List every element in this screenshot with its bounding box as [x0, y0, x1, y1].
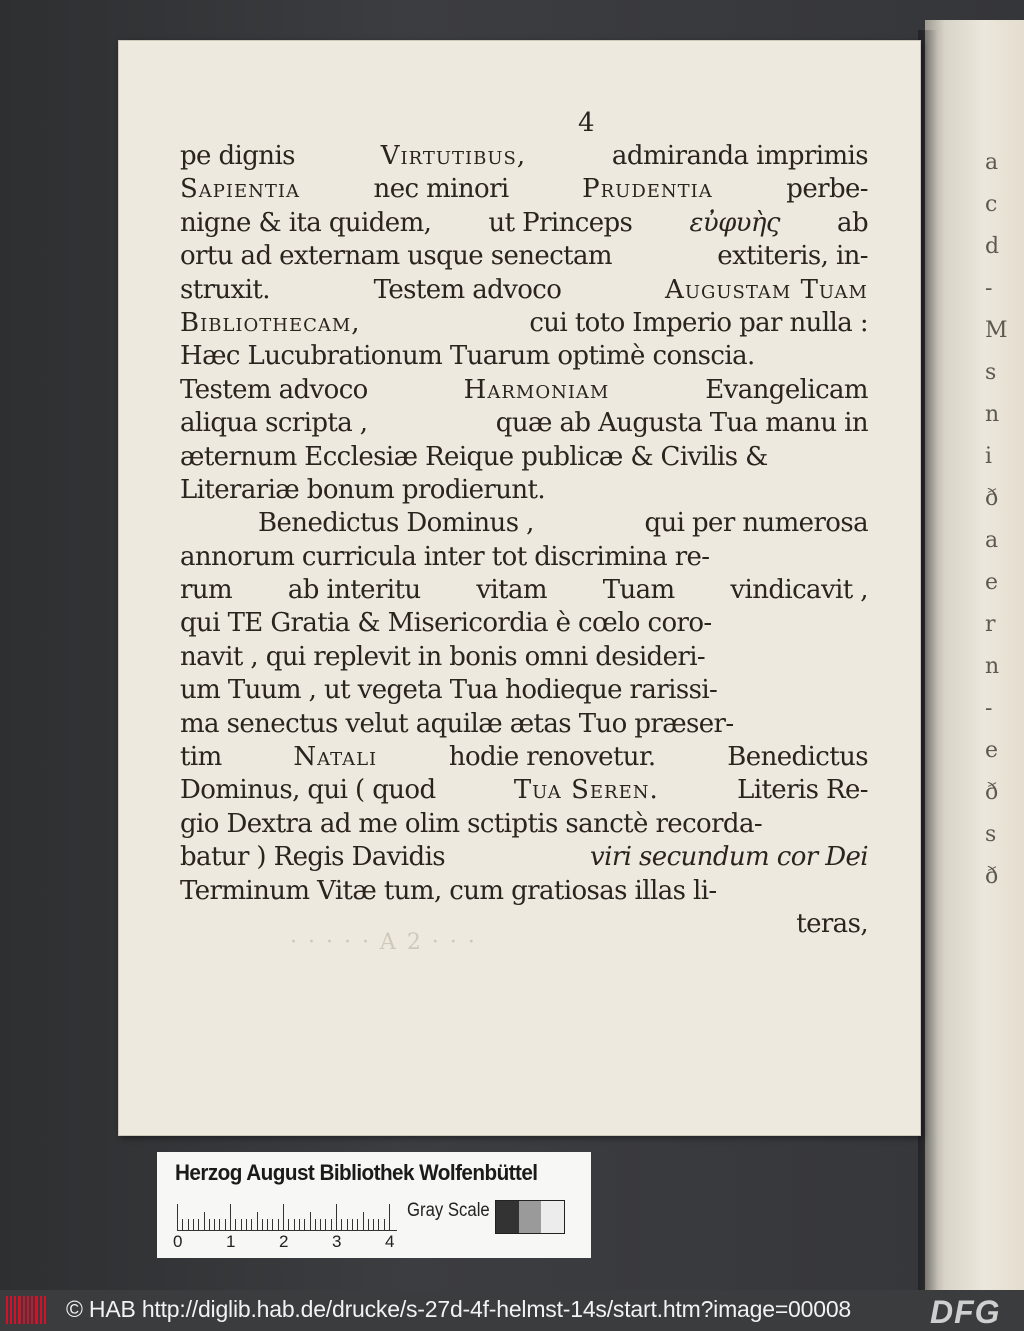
ruler-tick: [288, 1219, 289, 1230]
text-segment: nec minori: [373, 174, 509, 205]
text-segment: æternum Ecclesiæ Reique publicæ & Civilis &: [180, 441, 768, 472]
ruler-number: 1: [226, 1232, 236, 1251]
ruler-tick: [357, 1219, 358, 1230]
text-segment: pe dignis: [180, 141, 295, 171]
text-line: [180, 274, 868, 307]
ruler-tick: [336, 1204, 337, 1230]
text-segment: vitam: [476, 575, 547, 606]
ruler-tick: [272, 1219, 273, 1230]
text-segment: navit , qui replevit in bonis omni desideri-: [180, 641, 706, 672]
adjacent-page-fragment: e: [985, 570, 999, 595]
text-line: [180, 240, 868, 273]
ruler-tick: [214, 1219, 215, 1230]
ruler-tick: [363, 1212, 364, 1230]
adjacent-page-fragment: -: [985, 696, 993, 721]
text-segment: ma senectus velut aquilæ ætas Tuo præser-: [180, 708, 734, 739]
text-segment: qui per numerosa: [644, 508, 868, 539]
adjacent-page-fragment: d: [985, 234, 1000, 259]
text-segment: Tua Seren.: [513, 775, 659, 806]
text-line: [180, 774, 868, 807]
ruler-tick: [278, 1219, 279, 1230]
ruler-tick: [198, 1219, 199, 1230]
text-segment: um Tuum , ut vegeta Tua hodieque rarissi-: [180, 675, 718, 706]
text-segment: Benedictus: [727, 742, 868, 773]
adjacent-page-fragment: -: [985, 276, 993, 301]
text-segment: εὐφυὴς: [689, 207, 780, 238]
text-line: [180, 407, 868, 440]
text-segment: Testem advoco: [180, 374, 368, 405]
text-segment: annorum curricula inter tot discrimina re-: [180, 541, 710, 572]
ruler-tick: [230, 1204, 231, 1230]
text-line: [180, 541, 868, 574]
bleed-through-text: · · · · · A 2 · · ·: [290, 930, 477, 955]
text-segment: ut Princeps: [488, 207, 633, 238]
gray-scale-swatches: [495, 1200, 565, 1234]
adjacent-page-fragment: i: [985, 444, 993, 469]
ruler-tick: [315, 1219, 316, 1230]
text-line: [180, 507, 868, 540]
ruler-tick: [182, 1219, 183, 1230]
ruler-tick: [204, 1212, 205, 1230]
gray-swatch: [496, 1201, 519, 1233]
text-segment: struxit.: [180, 274, 270, 305]
ruler-tick: [331, 1219, 332, 1230]
ruler-tick: [299, 1219, 300, 1230]
text-segment: Terminum Vitæ tum, cum gratiosas illas li-: [180, 875, 717, 906]
text-segment: Sapientia: [180, 174, 301, 205]
ruler-tick: [193, 1219, 194, 1230]
adjacent-page-fragment: ð: [985, 780, 999, 805]
text-line: [180, 841, 868, 874]
text-segment: cui toto Imperio par nulla :: [529, 307, 868, 338]
ruler-tick: [246, 1219, 247, 1230]
adjacent-page-fragment: n: [985, 654, 1000, 679]
footer-bar: [0, 1290, 1024, 1331]
ruler-tick: [262, 1219, 263, 1230]
text-segment: Natali: [293, 742, 378, 773]
adjacent-page-fragment: s: [985, 822, 997, 847]
ruler-tick: [294, 1219, 295, 1230]
adjacent-page-fragment: a: [985, 150, 999, 175]
text-line: [180, 374, 868, 407]
text-segment: teras,: [796, 908, 868, 939]
text-line: [180, 708, 868, 741]
text-line: [180, 741, 868, 774]
text-line: [180, 808, 868, 841]
ruler-tick: [373, 1219, 374, 1230]
adjacent-page-fragment: s: [985, 360, 997, 385]
text-segment: Hæc Lucubrationum Tuarum optimè conscia.: [180, 341, 755, 372]
spine-shadow: [918, 30, 938, 1290]
text-segment: rum: [180, 575, 233, 606]
text-line: [180, 340, 868, 373]
ruler-tick: [225, 1219, 226, 1230]
ruler-tick: [257, 1212, 258, 1230]
text-segment: ortu ad externam usque senectam: [180, 241, 612, 272]
ruler-tick: [241, 1219, 242, 1230]
ruler-tick: [341, 1219, 342, 1230]
ruler-tick: [177, 1204, 178, 1230]
text-line: [180, 207, 868, 240]
page-text: [180, 140, 868, 941]
gray-swatch: [519, 1201, 542, 1233]
ruler-tick: [304, 1219, 305, 1230]
ruler-tick: [378, 1219, 379, 1230]
text-segment: Testem advoco: [373, 274, 562, 305]
text-segment: ab: [837, 207, 868, 238]
text-segment: nigne & ita quidem,: [180, 207, 432, 238]
ruler-tick: [219, 1219, 220, 1230]
ruler-tick: [325, 1219, 326, 1230]
ruler-tick: [310, 1212, 311, 1230]
text-segment: Bibliothecam,: [180, 307, 361, 338]
adjacent-page-fragment: ð: [985, 864, 999, 889]
library-label: [157, 1152, 591, 1258]
ruler-tick: [389, 1204, 390, 1230]
text-segment: ab interitu: [287, 575, 421, 606]
text-segment: hodie renovetur.: [448, 742, 656, 773]
text-segment: qui TE Gratia & Misericordia è cœlo coro-: [180, 608, 712, 639]
dfg-logo: DFG: [930, 1294, 1001, 1330]
ruler-number: 2: [279, 1232, 289, 1251]
text-line: [180, 674, 868, 707]
text-segment: admiranda imprimis: [611, 141, 868, 171]
adjacent-page-fragment: ð: [985, 486, 999, 511]
text-segment: Augustam Tuam: [665, 274, 868, 305]
text-segment: Tuam: [602, 575, 675, 606]
text-segment: Literariæ bonum prodierunt.: [180, 474, 546, 505]
adjacent-page-fragment: r: [985, 612, 996, 637]
text-segment: Virtutibus,: [380, 141, 527, 171]
text-segment: Evangelicam: [705, 374, 868, 405]
text-line: [180, 140, 868, 173]
text-segment: Literis Re-: [737, 775, 868, 806]
adjacent-page-fragment: n: [985, 402, 1000, 427]
text-segment: viri secundum cor Dei: [590, 842, 868, 873]
library-name: Herzog August Bibliothek Wolfenbüttel: [175, 1160, 538, 1185]
ruler-tick: [352, 1219, 353, 1230]
text-segment: gio Dextra ad me olim sctiptis sanctè recorda-: [180, 808, 763, 839]
adjacent-page-fragment: M: [985, 318, 1008, 343]
ruler-tick: [267, 1219, 268, 1230]
ruler-tick: [188, 1219, 189, 1230]
text-line: [180, 173, 868, 206]
ruler-tick: [320, 1219, 321, 1230]
text-segment: extiteris, in-: [717, 241, 868, 272]
text-line: [180, 641, 868, 674]
text-segment: Harmoniam: [463, 374, 610, 405]
text-segment: aliqua scripta ,: [180, 408, 368, 439]
adjacent-page-fragment: a: [985, 528, 999, 553]
gray-swatch: [541, 1201, 564, 1233]
ruler-tick: [283, 1204, 284, 1230]
adjacent-page-fragment: e: [985, 738, 999, 763]
ruler-tick: [384, 1219, 385, 1230]
hab-barcode-icon: [6, 1296, 46, 1324]
ruler-tick: [368, 1219, 369, 1230]
page-number: 4: [578, 108, 595, 138]
scale-ruler: [177, 1202, 397, 1231]
text-line: [180, 875, 868, 908]
ruler-number: 0: [173, 1232, 183, 1251]
ruler-tick: [347, 1219, 348, 1230]
ruler-number: 3: [332, 1232, 342, 1251]
text-segment: batur ) Regis Davidis: [180, 842, 446, 873]
adjacent-page-edge: [925, 20, 1024, 1290]
text-line: [180, 441, 868, 474]
text-segment: Prudentia: [582, 174, 713, 205]
text-segment: vindicavit ,: [730, 575, 868, 606]
ruler-tick: [209, 1219, 210, 1230]
adjacent-page-fragment: c: [985, 192, 998, 217]
ruler-number: 4: [385, 1232, 395, 1251]
text-segment: quæ ab Augusta Tua manu in: [495, 408, 868, 439]
ruler-tick: [251, 1219, 252, 1230]
footer-url[interactable]: © HAB http://diglib.hab.de/drucke/s-27d-4f-helmst-14s/start.htm?image=00008: [66, 1296, 852, 1322]
text-segment: perbe-: [786, 174, 868, 205]
text-line: [180, 574, 868, 607]
gray-scale-label: Gray Scale: [407, 1200, 490, 1221]
text-line: [180, 307, 868, 340]
text-line: [180, 474, 868, 507]
text-line: [180, 607, 868, 640]
text-segment: Dominus, qui ( quod: [180, 775, 436, 806]
ruler-tick: [235, 1219, 236, 1230]
text-segment: tim: [180, 742, 222, 773]
text-segment: Benedictus Dominus ,: [258, 508, 534, 539]
